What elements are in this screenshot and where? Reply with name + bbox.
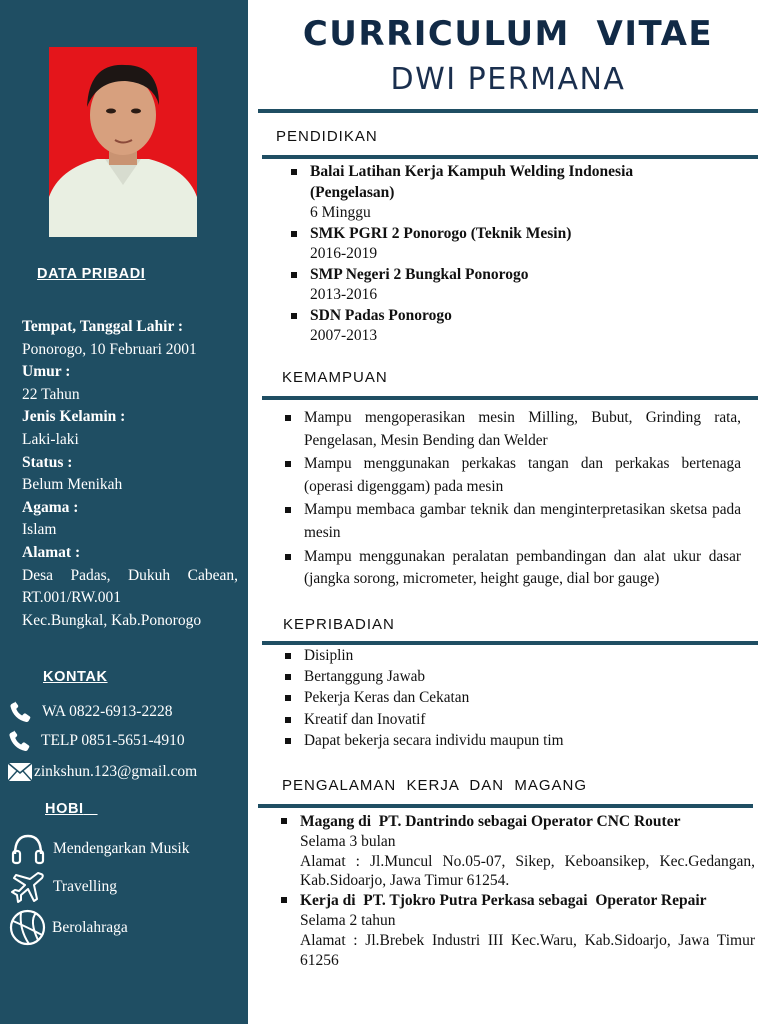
- experience-list: [276, 812, 755, 970]
- list-item: Kreatif dan Inovatif: [280, 709, 680, 730]
- airplane-icon: [10, 870, 46, 904]
- age-value: 22 Tahun: [22, 385, 80, 403]
- list-item: Pekerja Keras dan Cekatan: [280, 687, 680, 708]
- list-item: [276, 812, 755, 891]
- list-item: [286, 162, 716, 224]
- hobby-heading: [45, 801, 98, 817]
- education-heading: PENDIDIKAN: [276, 128, 378, 145]
- cv-title: CURRICULUM VITAE: [302, 14, 714, 54]
- experience-divider: [258, 804, 753, 808]
- status-value: Belum Menikah: [22, 476, 123, 494]
- list-item: [276, 891, 755, 970]
- job-title: Magang di PT. Dantrindo sebagai Operator CNC Router: [300, 813, 681, 830]
- school-name: SMK PGRI 2 Ponorogo (Teknik Mesin): [310, 224, 572, 242]
- ball-icon: [9, 909, 46, 946]
- address-line-1: Desa Padas, Dukuh Cabean,: [22, 566, 238, 584]
- telp-contact: [7, 727, 185, 755]
- list-item: [286, 224, 716, 265]
- wa-number[interactable]: WA 0822-6913-2228: [42, 703, 173, 720]
- skills-list: [280, 407, 741, 592]
- school-period: 2013-2016: [310, 286, 378, 303]
- email-contact: [7, 762, 197, 782]
- gender-label: Jenis Kelamin :: [22, 408, 126, 426]
- phone-icon: [8, 698, 34, 726]
- list-item: Mampu membaca gambar teknik dan menginterpretasikan sketsa pada mesin: [280, 499, 741, 544]
- hobby-item: [9, 909, 128, 946]
- personality-heading: KEPRIBADIAN: [283, 616, 395, 633]
- list-item: Mampu mengoperasikan mesin Milling, Bubut, Grinding rata, Pengelasan, Mesin Bending dan Welder: [280, 407, 741, 452]
- job-address: Alamat : Jl.Muncul No.05-07, Sikep, Keboansikep, Kec.Gedangan, Kab.Sidoarjo, Jawa Timur 61254.: [300, 852, 755, 890]
- school-period: 2016-2019: [310, 245, 378, 262]
- profile-photo: [49, 47, 197, 237]
- personal-data: [22, 316, 238, 632]
- hobby-item: [10, 832, 189, 866]
- address-label: Alamat :: [22, 543, 81, 561]
- hobby-item: [10, 870, 117, 904]
- list-item: Disiplin: [280, 645, 680, 666]
- email-address[interactable]: zinkshun.123@gmail.com: [34, 763, 198, 780]
- telp-number[interactable]: TELP 0851-5651-4910: [41, 732, 185, 749]
- hobby-label: Mendengarkan Musik: [53, 840, 190, 857]
- list-item: [286, 306, 716, 347]
- mail-icon: [7, 762, 33, 782]
- person-name: DWI PERMANA: [390, 62, 626, 97]
- address-line-2: RT.001/RW.001: [22, 589, 121, 607]
- experience-heading: PENGALAMAN KERJA DAN MAGANG: [282, 777, 588, 794]
- hobby-label: Travelling: [53, 878, 118, 895]
- skills-heading: KEMAMPUAN: [282, 369, 388, 386]
- headphones-icon: [10, 832, 46, 866]
- sidebar: [0, 0, 248, 1024]
- skills-divider: [262, 396, 758, 400]
- age-label: Umur :: [22, 363, 71, 381]
- school-period: 6 Minggu: [310, 204, 371, 221]
- personal-data-heading: DATA PRIBADI: [37, 266, 146, 282]
- birth-value: Ponorogo, 10 Februari 2001: [22, 340, 197, 358]
- job-duration: Selama 2 tahun: [300, 911, 396, 929]
- school-name: Balai Latihan Kerja Kampuh Welding Indonesia (Pengelasan): [310, 163, 634, 201]
- hobby-label: Berolahraga: [52, 918, 128, 936]
- phone-icon: [7, 727, 33, 755]
- birth-label: Tempat, Tanggal Lahir :: [22, 318, 184, 335]
- school-name: SDN Padas Ponorogo: [310, 306, 452, 324]
- school-name: SMP Negeri 2 Bungkal Ponorogo: [310, 265, 529, 283]
- education-list: [286, 162, 716, 347]
- job-duration: Selama 3 bulan: [300, 832, 396, 850]
- list-item: Bertanggung Jawab: [280, 666, 680, 687]
- list-item: Dapat bekerja secara individu maupun tim: [280, 730, 680, 751]
- list-item: [286, 265, 716, 306]
- hobby-heading-text: HOBI: [45, 801, 84, 817]
- person-photo-icon: [49, 47, 197, 237]
- job-address: Alamat : Jl.Brebek Industri III Kec.Waru, Kab.Sidoarjo, Jawa Timur 61256: [300, 931, 755, 969]
- religion-label: Agama :: [22, 498, 79, 516]
- gender-value: Laki-laki: [22, 430, 79, 448]
- job-title: Kerja di PT. Tjokro Putra Perkasa sebagai Operator Repair: [300, 892, 707, 910]
- contact-heading: KONTAK: [43, 669, 108, 685]
- education-divider: [262, 155, 758, 159]
- school-period: 2007-2013: [310, 327, 378, 344]
- religion-value: Islam: [22, 521, 57, 539]
- list-item: Mampu menggunakan perkakas tangan dan perkakas bertenaga (operasi digenggam) pada mesin: [280, 453, 741, 498]
- wa-contact: [8, 698, 172, 726]
- personality-list: [280, 645, 680, 751]
- status-label: Status :: [22, 453, 73, 471]
- address-line-3: Kec.Bungkal, Kab.Ponorogo: [22, 611, 202, 629]
- header-divider: [258, 109, 758, 113]
- list-item: Mampu menggunakan peralatan pembandingan dan alat ukur dasar (jangka sorong, micrometer, height gauge, dial bor gauge): [280, 546, 741, 591]
